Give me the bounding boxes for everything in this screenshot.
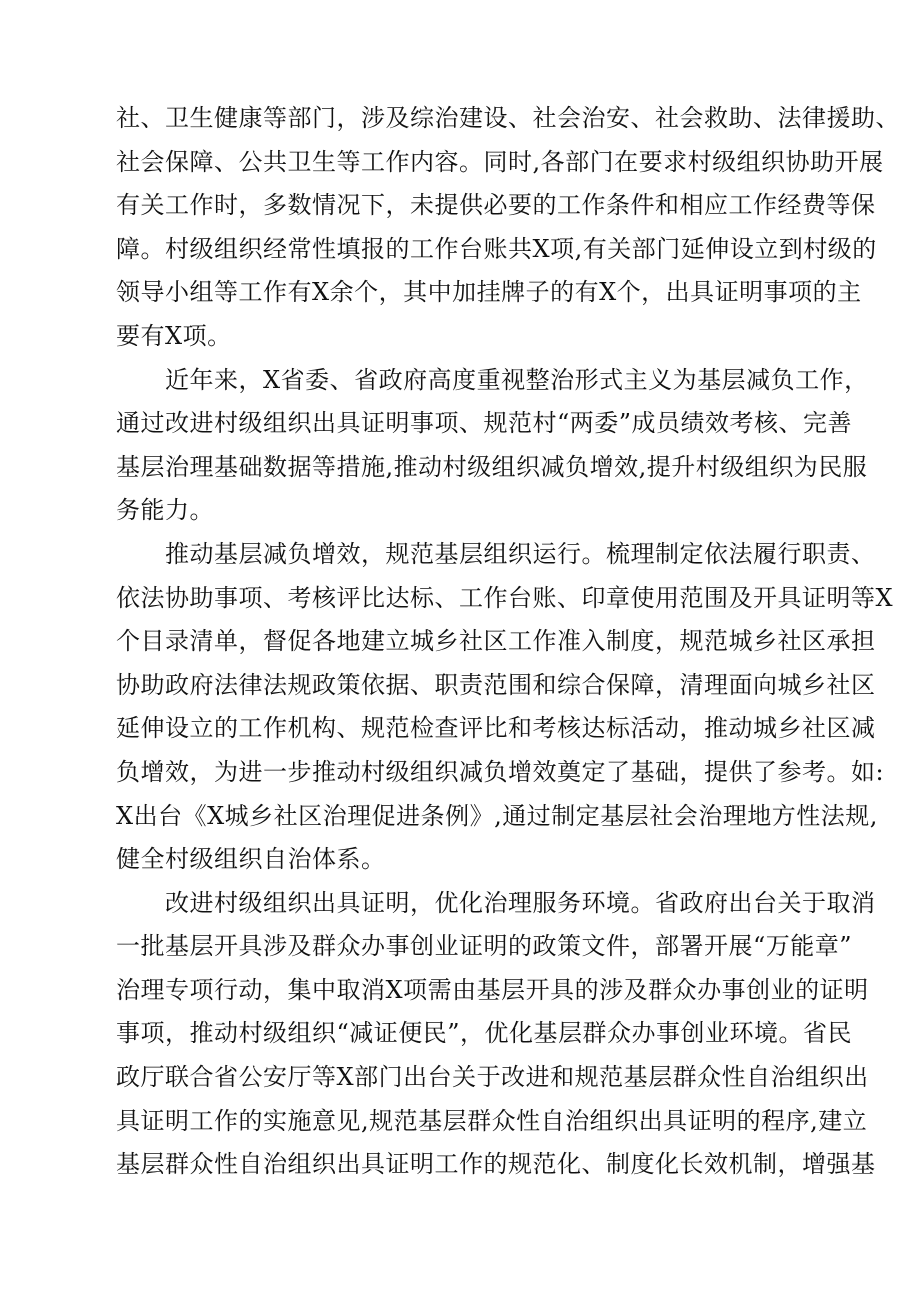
text-line: 依法协助事项、考核评比达标、工作台账、印章使用范围及开具证明等X [116, 583, 894, 612]
text-line: 负增效，为进一步推动村级组织减负增效奠定了基础，提供了参考。如: [116, 757, 885, 786]
text-line: 基层群众性自治组织出具证明工作的规范化、制度化长效机制，增强基 [116, 1150, 876, 1179]
text-line: 协助政府法律法规政策依据、职责范围和综合保障，清理面向城乡社区 [116, 670, 876, 699]
text-line: 近年来，X省委、省政府高度重视整治形式主义为基层减负工作， [165, 365, 869, 394]
text-line: 社会保障、公共卫生等工作内容。同时,各部门在要求村级组织协助开展 [116, 147, 884, 176]
paragraph [116, 882, 876, 1187]
text-line: 健全村级组织自治体系。 [116, 845, 386, 874]
text-line: X出台《X城乡社区治理促进条例》,通过制定基层社会治理地方性法规, [116, 801, 878, 830]
text-line: 政厅联合省公安厅等X部门出台关于改进和规范基层群众性自治组织出 [116, 1063, 869, 1092]
paragraph [116, 533, 894, 882]
text-line: 具证明工作的实施意见,规范基层群众性自治组织出具证明的程序,建立 [116, 1106, 868, 1135]
text-line: 社、卫生健康等部门，涉及综治建设、社会治安、社会救助、法律援助、 [116, 104, 900, 132]
text-line: 领导小组等工作有X余个，其中加挂牌子的有X个，出具证明事项的主 [116, 278, 862, 307]
text-line: 通过改进村级组织出具证明事项、规范村“两委”成员绩效考核、完善 [116, 409, 853, 438]
text-line: 障。村级组织经常性填报的工作台账共X项,有关部门延伸设立到村级的 [116, 234, 877, 263]
paragraph [116, 97, 900, 359]
text-line: 事项，推动村级组织“减证便民”，优化基层群众办事创业环境。省民 [116, 1019, 853, 1048]
text-line: 基层治理基础数据等措施,推动村级组织减负增效,提升村级组织为民服 [116, 452, 868, 481]
text-line: 要有X项。 [116, 321, 232, 350]
text-line: 推动基层减负增效，规范基层组织运行。梳理制定依法履行职责、 [165, 539, 876, 568]
text-line: 治理专项行动，集中取消X项需由基层开具的涉及群众办事创业的证明 [116, 975, 869, 1004]
text-line: 改进村级组织出具证明，优化治理服务环境。省政府出台关于取消 [165, 888, 876, 917]
text-line: 有关工作时，多数情况下，未提供必要的工作条件和相应工作经费等保 [116, 191, 876, 220]
text-line: 一批基层开具涉及群众办事创业证明的政策文件，部署开展“万能章” [116, 932, 853, 961]
paragraph [116, 359, 869, 533]
text-line: 延伸设立的工作机构、规范检查评比和考核达标活动，推动城乡社区减 [116, 714, 876, 743]
document-body [116, 97, 900, 1187]
text-line: 个目录清单，督促各地建立城乡社区工作准入制度，规范城乡社区承担 [116, 627, 876, 656]
text-line: 务能力。 [116, 496, 214, 525]
